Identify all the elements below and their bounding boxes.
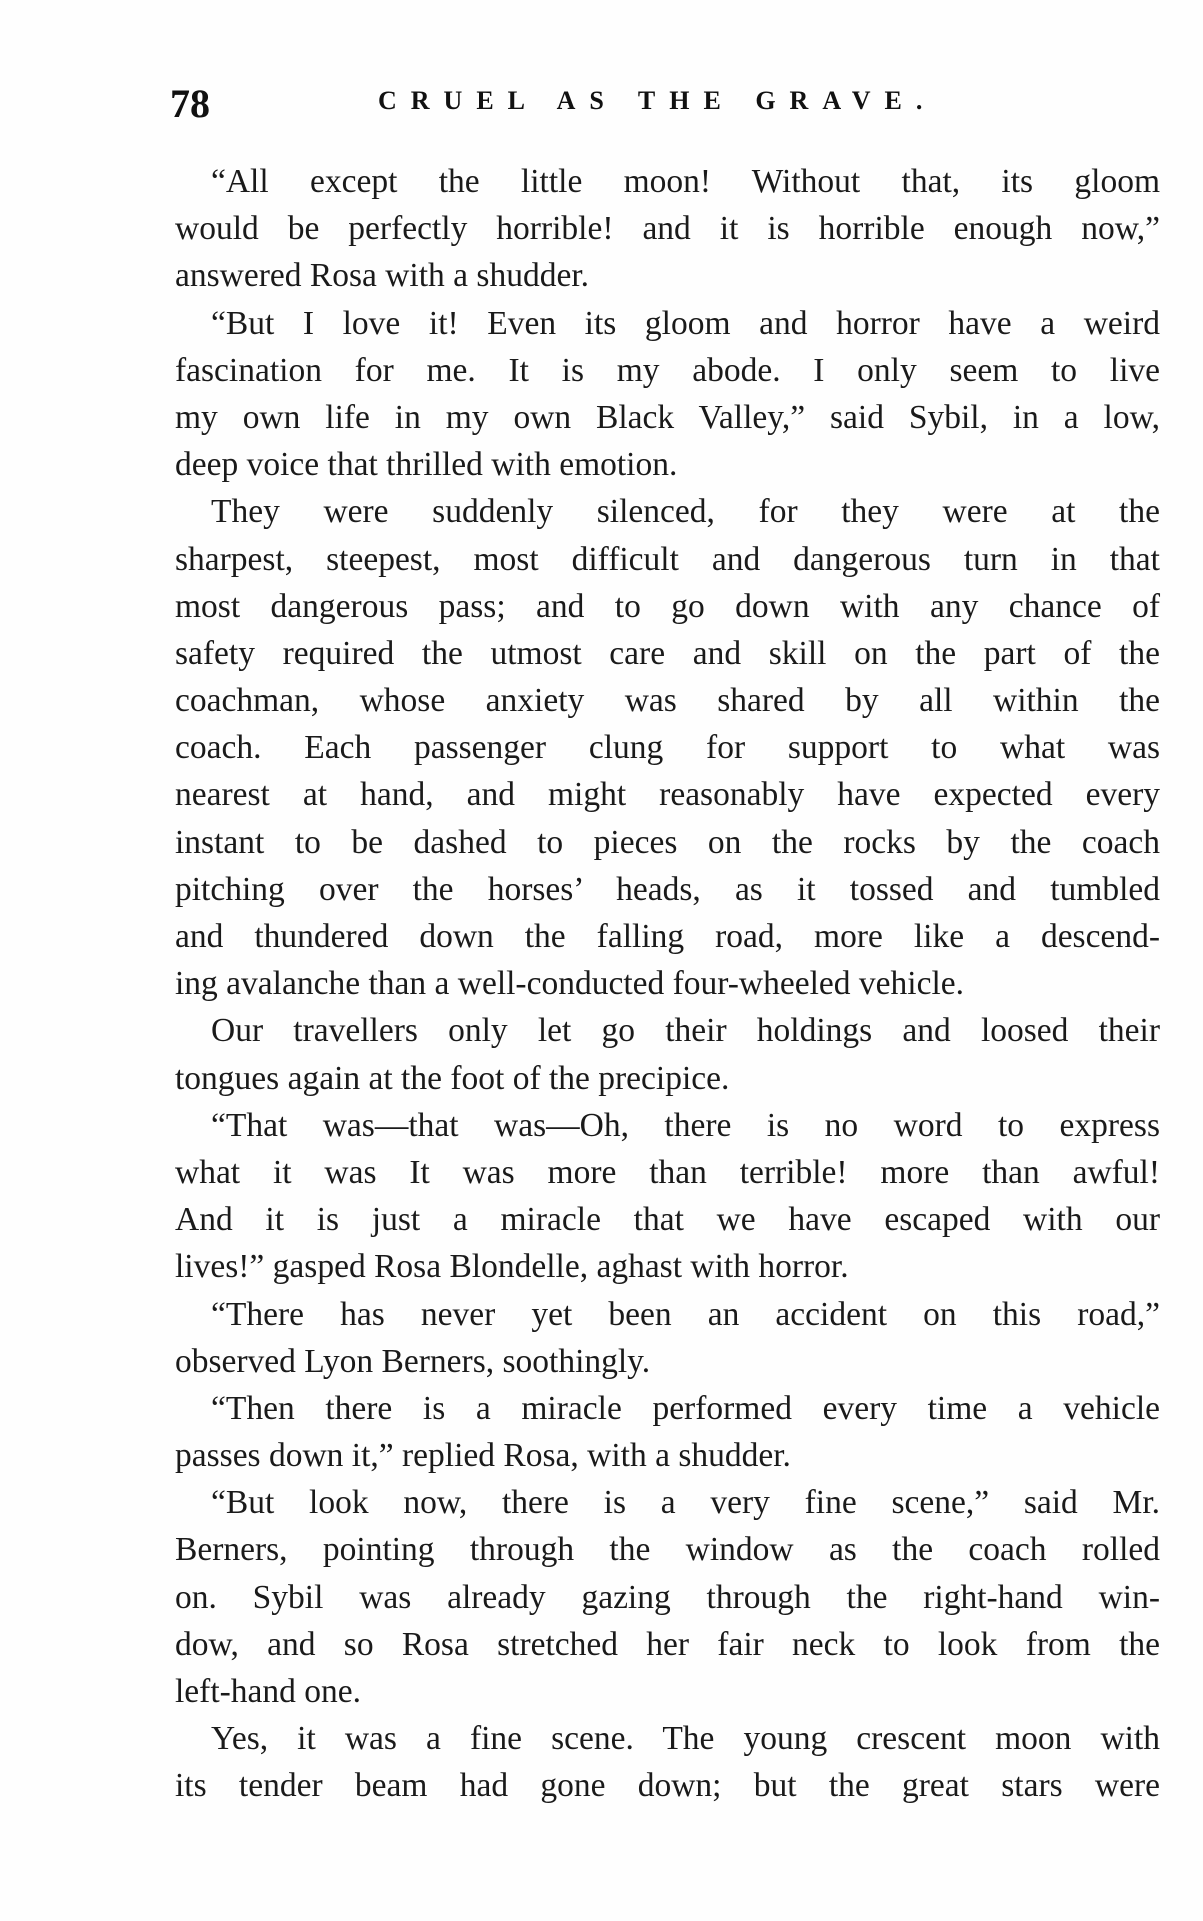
text-line: passes down it,” replied Rosa, with a shudder. [175,1437,791,1475]
text-line: safety required the utmost care and skill on the part of the [175,634,1160,672]
text-line: Berners, pointing through the window as the coach rolled [175,1531,1160,1569]
text-line: my own life in my own Black Valley,” said Sybil, in a low, [175,398,1160,436]
text-line: “But look now, there is a very fine scene,” said Mr. [211,1484,1160,1522]
page-number: 78 [170,81,210,126]
text-line: would be perfectly horrible! and it is horrible enough now,” [175,210,1160,248]
text-line: answered Rosa with a shudder. [175,257,590,295]
body-text [175,158,1160,1810]
text-line: lives!” gasped Rosa Blondelle, aghast with horror. [175,1248,849,1286]
text-line: fascination for me. It is my abode. I only seem to live [175,351,1160,389]
text-line: deep voice that thrilled with emotion. [175,446,678,484]
text-line: coach. Each passenger clung for support to what was [175,729,1160,767]
text-line: coachman, whose anxiety was shared by all within the [175,682,1160,720]
text-line: observed Lyon Berners, soothingly. [175,1342,651,1380]
text-line: ing avalanche than a well-conducted four-wheeled vehicle. [175,965,965,1003]
text-line: They were suddenly silenced, for they were at the [211,493,1160,531]
text-line: its tender beam had gone down; but the great stars were [175,1767,1160,1805]
text-line: instant to be dashed to pieces on the rocks by the coach [175,823,1160,861]
text-line: Our travellers only let go their holdings and loosed their [211,1012,1160,1050]
text-line: sharpest, steepest, most difficult and dangerous turn in that [175,540,1160,578]
text-line: on. Sybil was already gazing through the right-hand win- [175,1578,1160,1616]
text-line: “There has never yet been an accident on this road,” [211,1295,1160,1333]
text-line: “That was—that was—Oh, there is no word to express [211,1106,1160,1144]
text-line: tongues again at the foot of the precipice. [175,1059,730,1097]
page-header [170,80,1170,126]
text-line: Yes, it was a fine scene. The young crescent moon with [211,1720,1160,1758]
running-title: CRUEL AS THE GRAVE. [378,86,937,115]
text-line: and thundered down the falling road, more like a descend- [175,918,1160,955]
text-line: dow, and so Rosa stretched her fair neck to look from the [175,1625,1160,1663]
text-line: “But I love it! Even its gloom and horror have a weird [211,304,1160,342]
text-line: And it is just a miracle that we have escaped with our [175,1201,1160,1239]
text-line: “All except the little moon! Without that, its gloom [211,163,1160,200]
text-line: nearest at hand, and might reasonably have expected every [175,776,1160,814]
text-line: left-hand one. [175,1673,362,1710]
text-line: “Then there is a miracle performed every time a vehicle [211,1389,1160,1427]
text-line: pitching over the horses’ heads, as it tossed and tumbled [175,870,1160,908]
text-line: what it was It was more than terrible! more than awful! [175,1153,1160,1191]
text-line: most dangerous pass; and to go down with any chance of [175,587,1160,625]
